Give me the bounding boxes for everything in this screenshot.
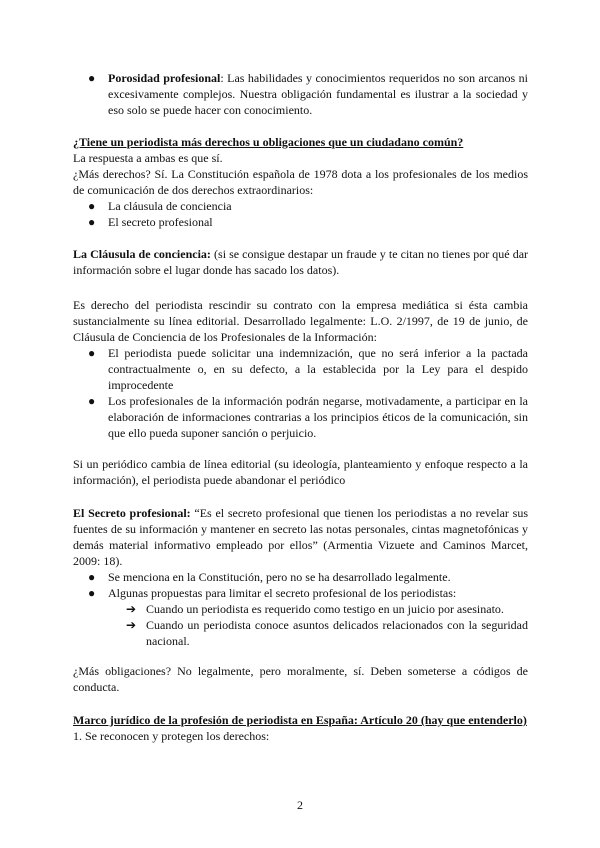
bullet-icon: ● xyxy=(88,199,96,213)
arrow-icon: ➔ xyxy=(126,618,137,632)
secreto-block: El Secreto profesional: “Es el secreto profesional que tienen los periodistas a no revelar sus fuentes de su información y mantener en secreto las notas personales, cintas magnetofónicas y demás material informativo empleado por ellos” (Armentia Vizuete and Caminos Marcet, 2009: 18). ● Se menciona en la Constitución, pero no se ha desarrollado legalmente. ● Algunas propuestas para limitar el secreto profesional de los periodistas: ➔ Cuando un periodista es requerido como testigo en un juicio por asesinato. ➔ Cuando un periodista conoce asuntos delicados relacionados con la seguridad nacional. xyxy=(73,506,528,648)
marco-first-line: 1. Se reconocen y protegen los derechos: xyxy=(73,729,270,743)
bullet-icon: ● xyxy=(88,394,96,408)
clausula-lead: La Cláusula de conciencia: xyxy=(73,247,211,261)
list-item: ● Se menciona en la Constitución, pero no se ha desarrollado legalmente. xyxy=(88,570,451,584)
bullet-text: : Las habilidades y conocimientos requeridos no son arcanos ni excesivamente complejos. Nuestra obligación fundamental es ilustrar a la sociedad y eso solo se puede hacer con conocimiento. xyxy=(108,71,528,117)
bullet-icon: ● xyxy=(88,346,96,360)
list-item: ● El periodista puede solicitar una indemnización, que no será inferior a la pactada contractualmente o, en su defecto, a la establecida por la Ley para el despido improcedente xyxy=(88,346,528,392)
bullet-icon: ● xyxy=(88,215,96,229)
marco-heading: Marco jurídico de la profesión de periodista en España: Artículo 20 (hay que entenderlo) xyxy=(73,713,527,727)
bullet-lead: Porosidad profesional xyxy=(108,71,221,85)
list-item: ● El secreto profesional xyxy=(88,215,213,229)
porosidad-block xyxy=(73,70,528,118)
bullet-icon: ● xyxy=(88,71,96,85)
list-item: ● La cláusula de conciencia xyxy=(88,199,232,213)
bullet-icon: ● xyxy=(88,586,96,600)
rights-section xyxy=(73,134,528,230)
list-item xyxy=(73,70,528,118)
arrow-icon: ➔ xyxy=(126,602,137,616)
list-item: ➔ Cuando un periodista conoce asuntos delicados relacionados con la seguridad nacional. xyxy=(126,618,528,648)
answer-line: La respuesta a ambas es que sí. xyxy=(73,151,223,165)
list-item: ● Los profesionales de la información podrán negarse, motivadamente, a participar en la elaboración de informaciones contrarias a los principios éticos de la comunicación, sin que ello pueda suponer sanción o perjuicio. xyxy=(88,394,528,440)
more-rights-paragraph: ¿Más derechos? Sí. La Constitución española de 1978 dota a los profesionales de los medios de comunicación de dos derechos extraordinarios: xyxy=(73,167,528,197)
clausula-body xyxy=(73,297,528,441)
marco-section xyxy=(73,712,528,744)
section-heading: ¿Tiene un periodista más derechos u obligaciones que un ciudadano común? xyxy=(73,135,464,149)
obligations-paragraph: ¿Más obligaciones? No legalmente, pero moralmente, sí. Deben someterse a códigos de conducta. xyxy=(73,664,528,694)
bullet-icon: ● xyxy=(88,570,96,584)
page-number: 2 xyxy=(297,798,303,812)
list-item: ● Algunas propuestas para limitar el secreto profesional de los periodistas: xyxy=(88,586,457,600)
clausula-intro: La Cláusula de conciencia: (si se consigue destapar un fraude y te citan no tienes por qué dar información sobre el lugar donde has sacado los datos). xyxy=(73,247,529,277)
list-item: ➔ Cuando un periodista es requerido como testigo en un juicio por asesinato. xyxy=(126,602,504,616)
secreto-lead: El Secreto profesional: xyxy=(73,506,191,520)
clausula-note: Si un periódico cambia de línea editorial (su ideología, planteamiento y enfoque respecto a la información), el periodista puede abandonar el periódico xyxy=(73,457,528,487)
clausula-paragraph: Es derecho del periodista rescindir su contrato con la empresa mediática si ésta cambia sustancialmente su línea editorial. Desarrollado legalmente: L.O. 2/1997, de 19 de junio, de Cláusula de Conciencia de los Profesionales de la Información: xyxy=(73,298,528,344)
